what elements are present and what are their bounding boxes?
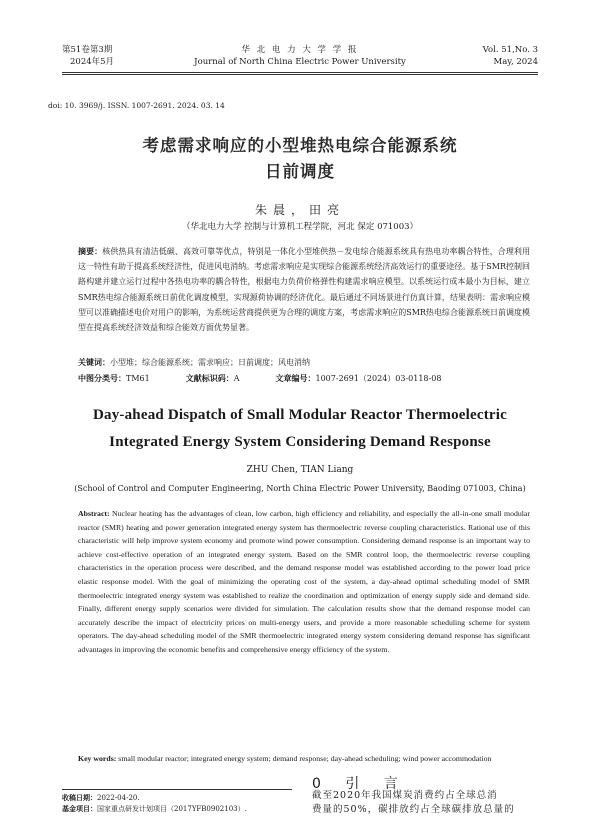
intro-paragraph [312, 789, 548, 817]
received-date: 2022-04-20. [97, 794, 140, 802]
volume-issue-cn: 第51卷第3期 [62, 45, 113, 55]
title-cn-line-2: 日前调度 [265, 162, 335, 181]
fund-text: 国家重点研发计划项目（2017YFB0902103）. [97, 805, 247, 813]
authors-cn: 朱晨，田亮 [254, 203, 345, 217]
section-heading-intro: 0 引 言 [312, 776, 408, 792]
footnote-rule [62, 789, 292, 790]
keywords-en [78, 753, 530, 766]
journal-name-en: Journal of North China Electric Power University [194, 57, 406, 67]
header-rule-top [62, 72, 538, 73]
abstract-en [78, 507, 530, 657]
intro-line-1: 截至2020年我国煤炭消费约占全球总消 [312, 790, 498, 801]
classification-line [78, 373, 530, 384]
date-cn: 2024年5月 [70, 57, 115, 67]
affiliation-cn: （华北电力大学 控制与计算机工程学院，河北 保定 071003） [181, 222, 419, 232]
fund-label: 基金项目： [62, 804, 97, 813]
document-code-label: 文献标识码： [185, 373, 234, 383]
article-number-label: 文章编号： [275, 373, 316, 383]
intro-line-2: 费量的50%，碳排放约占全球碳排放总量的 [312, 804, 515, 815]
abstract-en-text: Nuclear heating has the advantages of clean, low carbon, high efficiency and reliability, and especially the all-in-one small modular reactor (SMR) heating and power generation integrated energy system has thermoelectric reverse coupling characteristics. Rational use of this characteristic will help improve system economy and promote wind power consumption. Considering demand response is an important way to achieve cost-effective operation of an integrated energy system. Based on the SMR control loop, the thermoelectric reverse coupling characteristics in the operation process were described, and the demand response model was established according to the power load price elastic response model. With the goal of minimizing the operating cost of the system, a day-ahead optimal scheduling model of SMR thermoelectric integrated energy system was established to realize the coordination and optimization of energy supply side and demand side. Finally, different energy supply scenarios were divided for simulation. The calculation results show that the demand response model can accurately describe the impact of electricity prices on multi-energy users, and provide a more reasonable scheduling scheme for system operators. The day-ahead scheduling model of the SMR thermoelectric integrated energy system considering demand response has significant advantages in improving the economic benefits and comprehensive energy efficiency of the system. [78, 509, 530, 654]
keywords-en-text: small modular reactor; integrated energy system; demand response; day-ahead scheduling; wind power accommodation [118, 754, 492, 763]
document-code [186, 373, 258, 384]
keywords-cn [78, 355, 530, 370]
received-label: 收稿日期： [62, 793, 97, 802]
footnote-fund [62, 804, 247, 814]
title-en-line-1: Day-ahead Dispatch of Small Modular Reactor Thermoelectric [92, 407, 508, 423]
header-right [483, 44, 538, 68]
doi: doi: 10. 3969/j. ISSN. 1007-2691. 2024. 03. 14 [48, 101, 225, 110]
keywords-en-label: Key words: [78, 754, 117, 763]
keywords-cn-text: 小型堆；综合能源系统；需求响应；日前调度；风电消纳 [110, 358, 310, 367]
article-number [276, 373, 460, 384]
abstract-en-label: Abstract: [78, 509, 110, 518]
clc-number [78, 373, 168, 384]
keywords-cn-label: 关键词： [78, 358, 110, 367]
affiliation-en: (School of Control and Computer Engineering, North China Electric Power University, Baoding 071003, China) [74, 484, 526, 493]
document-code-value: A [233, 374, 240, 383]
title-cn-line-1: 考虑需求响应的小型堆热电综合能源系统 [142, 136, 458, 155]
date-en: May, 2024 [493, 57, 538, 67]
abstract-cn-label: 摘要： [78, 247, 103, 256]
abstract-cn [78, 244, 530, 335]
journal-name-cn: 华 北 电 力 大 学 学 报 [241, 45, 359, 55]
footnote-received [62, 793, 140, 803]
authors-en: ZHU Chen, TIAN Liang [246, 465, 354, 475]
abstract-cn-text: 核供热具有清洁低碳、高效可靠等优点，特别是一体化小型堆供热－发电综合能源系统具有热电功率耦合特性，合理利用这一特性有助于提高系统经济性，促进风电消纳。考虑需求响应是实现综合能源系统经济高效运行的重要途径。基于SMR控制回路构建并建立运行过程中各热电功率的耦合特性，根据电力负荷价格弹性构建需求响应模型。以系统运行成本最小为目标，建立SMR热电综合能源系统日前优化调度模型，实现源荷协调的经济优化。最后通过不同场景进行仿真计算，结果表明：需求响应模型可以准确描述电价对用户的影响，为系统运营商提供更为合理的调度方案，考虑需求响应的SMR热电综合能源系统日前调度模型在提高系统经济效益和综合能效方面优势显著。 [78, 247, 530, 333]
header-rule-bottom [62, 74, 538, 75]
title-en-line-2: Integrated Energy System Considering Demand Response [109, 434, 491, 450]
article-number-value: 1007-2691（2024）03-0118-08 [315, 374, 442, 383]
clc-value: TM61 [126, 374, 150, 383]
volume-issue-en: Vol. 51,No. 3 [482, 45, 538, 55]
clc-label: 中图分类号： [78, 373, 126, 383]
